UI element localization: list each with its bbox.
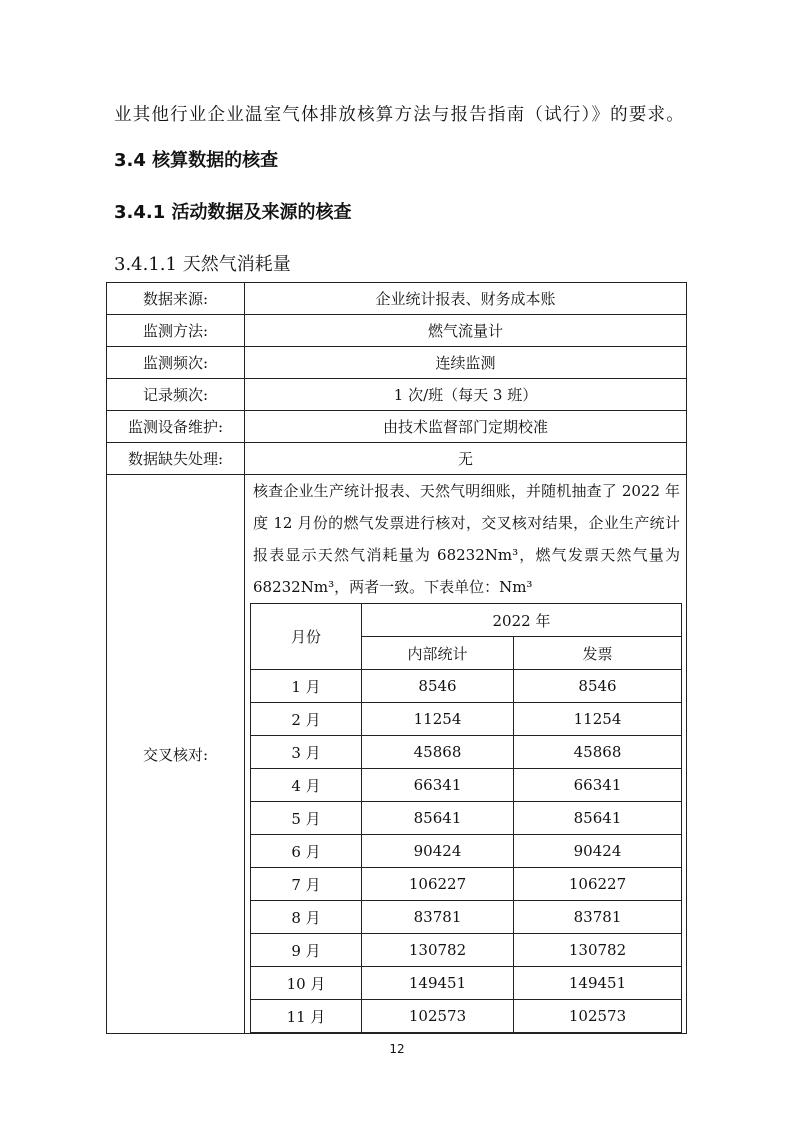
info-value: 企业统计报表、财务成本账 (245, 283, 687, 315)
year-header: 2022 年 (362, 604, 682, 637)
info-value: 燃气流量计 (245, 315, 687, 347)
month-row (251, 967, 682, 1000)
gas-consumption-table (106, 282, 687, 1034)
internal-value: 11254 (362, 703, 514, 736)
internal-value: 45868 (362, 736, 514, 769)
month-cell: 8 月 (251, 901, 362, 934)
info-value: 无 (245, 443, 687, 475)
info-row (107, 443, 687, 475)
internal-stat-header: 内部统计 (362, 637, 514, 670)
invoice-value: 149451 (514, 967, 682, 1000)
cross-check-label: 交叉核对: (107, 475, 245, 1034)
invoice-value: 85641 (514, 802, 682, 835)
month-row (251, 934, 682, 967)
internal-value: 66341 (362, 769, 514, 802)
month-cell: 4 月 (251, 769, 362, 802)
month-cell: 9 月 (251, 934, 362, 967)
month-row (251, 1000, 682, 1033)
info-row (107, 379, 687, 411)
info-value: 由技术监督部门定期校准 (245, 411, 687, 443)
page-number: 12 (389, 1042, 405, 1056)
invoice-value: 66341 (514, 769, 682, 802)
info-label: 记录频次: (107, 379, 245, 411)
cross-check-description: 核查企业生产统计报表、天然气明细账，并随机抽查了 2022 年度 12 月份的燃气发票进行核对，交叉核对结果，企业生产统计报表显示天然气消耗量为 68232Nm³，燃气发票天然气量为 68232Nm³，两者一致。下表单位：Nm³ (253, 482, 680, 596)
info-label: 监测设备维护: (107, 411, 245, 443)
cross-check-row (107, 475, 687, 1034)
month-cell: 1 月 (251, 670, 362, 703)
section-heading-3-4-1-1: 3.4.1.1 天然气消耗量 (114, 254, 291, 275)
month-cell: 11 月 (251, 1000, 362, 1033)
invoice-value: 45868 (514, 736, 682, 769)
month-row (251, 901, 682, 934)
internal-value: 102573 (362, 1000, 514, 1033)
info-value: 连续监测 (245, 347, 687, 379)
invoice-value: 90424 (514, 835, 682, 868)
internal-value: 85641 (362, 802, 514, 835)
month-cell: 6 月 (251, 835, 362, 868)
invoice-value: 106227 (514, 868, 682, 901)
intro-paragraph: 业其他行业企业温室气体排放核算方法与报告指南（试行）》的要求。 (114, 105, 685, 125)
month-row (251, 835, 682, 868)
internal-value: 90424 (362, 835, 514, 868)
month-header: 月份 (251, 604, 362, 670)
internal-value: 83781 (362, 901, 514, 934)
month-row (251, 670, 682, 703)
month-cell: 10 月 (251, 967, 362, 1000)
info-row (107, 283, 687, 315)
info-row (107, 347, 687, 379)
month-cell: 7 月 (251, 868, 362, 901)
month-row (251, 736, 682, 769)
section-heading-3-4: 3.4 核算数据的核查 (114, 150, 279, 171)
info-label: 监测频次: (107, 347, 245, 379)
invoice-value: 130782 (514, 934, 682, 967)
invoice-value: 8546 (514, 670, 682, 703)
internal-value: 106227 (362, 868, 514, 901)
info-label: 数据来源: (107, 283, 245, 315)
month-row (251, 868, 682, 901)
internal-value: 149451 (362, 967, 514, 1000)
cross-check-cell (245, 475, 687, 1034)
invoice-value: 11254 (514, 703, 682, 736)
invoice-value: 102573 (514, 1000, 682, 1033)
internal-value: 8546 (362, 670, 514, 703)
info-label: 数据缺失处理: (107, 443, 245, 475)
info-row (107, 411, 687, 443)
monthly-comparison-table (250, 603, 682, 1033)
info-row (107, 315, 687, 347)
month-row (251, 703, 682, 736)
month-cell: 3 月 (251, 736, 362, 769)
month-cell: 2 月 (251, 703, 362, 736)
invoice-value: 83781 (514, 901, 682, 934)
month-row (251, 769, 682, 802)
section-heading-3-4-1: 3.4.1 活动数据及来源的核查 (114, 202, 352, 223)
month-row (251, 802, 682, 835)
info-value: 1 次/班（每天 3 班） (245, 379, 687, 411)
month-cell: 5 月 (251, 802, 362, 835)
invoice-header: 发票 (514, 637, 682, 670)
info-label: 监测方法: (107, 315, 245, 347)
internal-value: 130782 (362, 934, 514, 967)
